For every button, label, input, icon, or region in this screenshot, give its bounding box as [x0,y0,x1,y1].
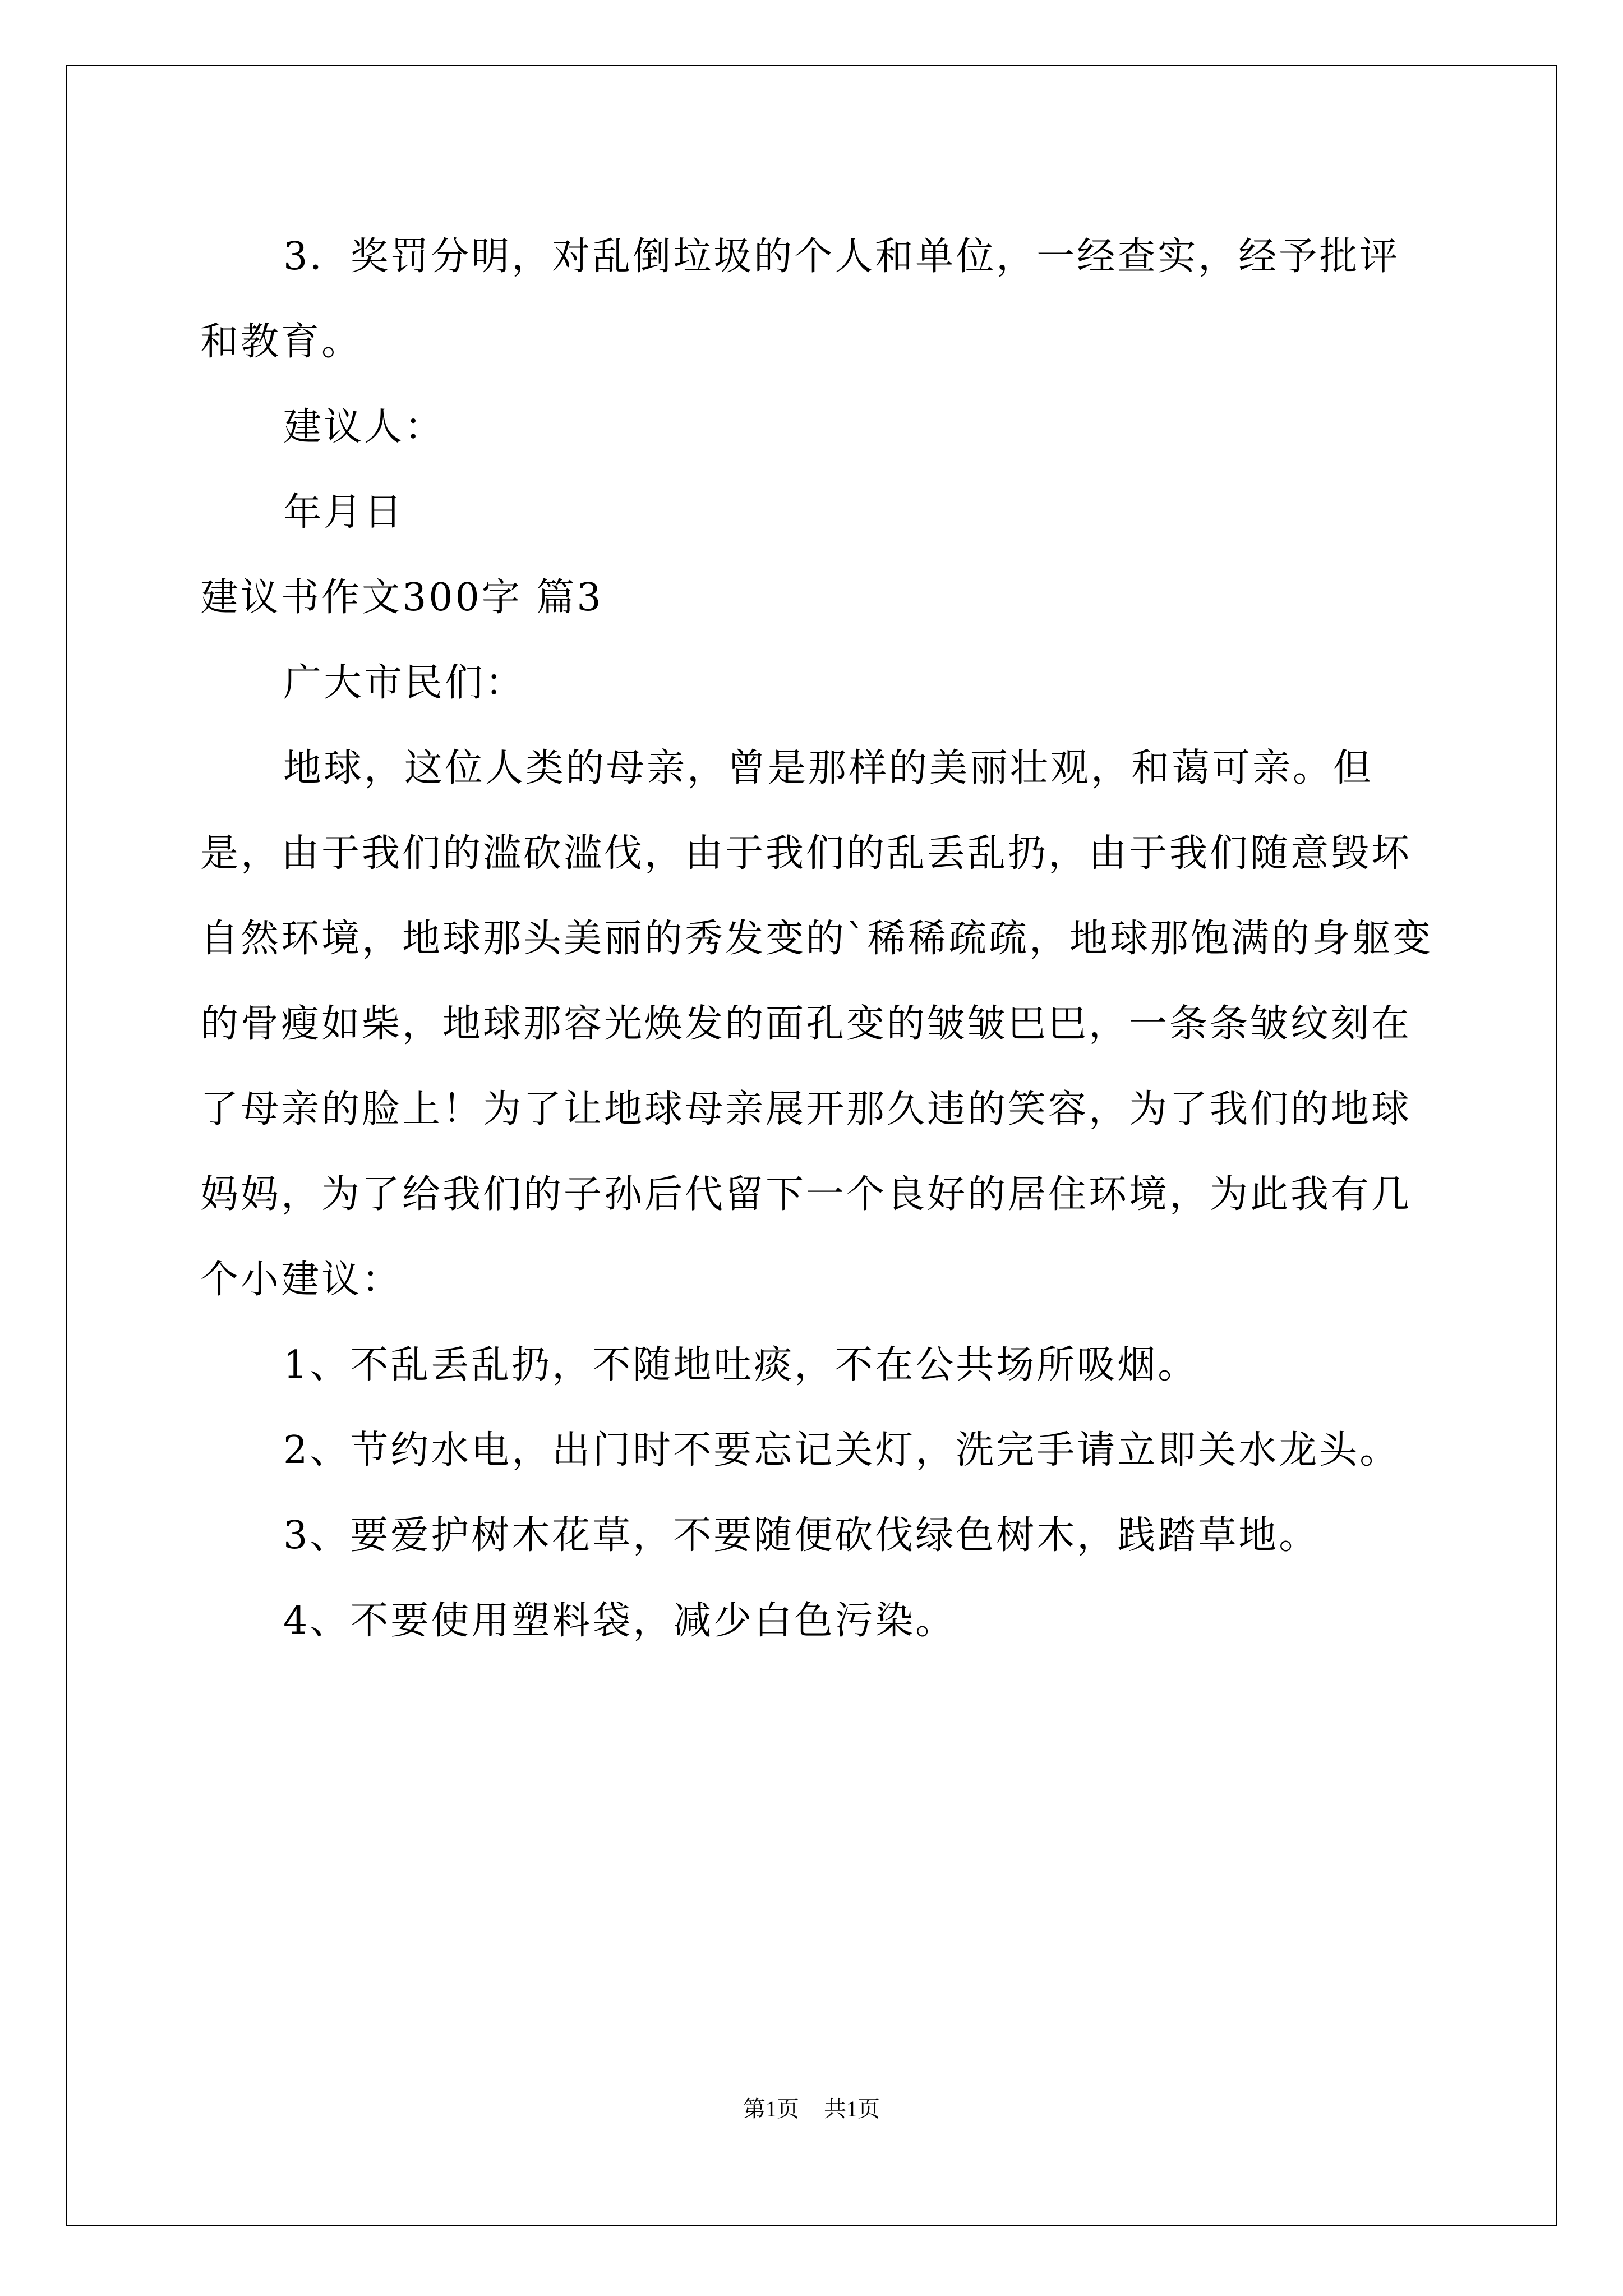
page-footer [0,2091,1623,2123]
paragraph-date: 年月日 [283,490,405,535]
section-heading: 建议书作文300字 篇3 [200,576,603,620]
list-item-3: 3、要爱护树木花草，不要随便砍伐绿色树木，践踏草地。 [283,1513,1320,1558]
page-number-total: 共1页 [824,2096,880,2122]
page-number-current: 第1页 [743,2096,799,2122]
paragraph-proposer: 建议人： [283,405,445,449]
paragraph-salutation: 广大市民们： [283,661,526,705]
list-item-1: 1、不乱丢乱扔，不随地吐痰，不在公共场所吸烟。 [283,1343,1198,1387]
list-item-4: 4、不要使用塑料袋，减少白色污染。 [283,1599,956,1643]
list-item-2: 2、节约水电，出门时不要忘记关灯，洗完手请立即关水龙头。 [283,1428,1400,1473]
document-body [200,214,1437,1664]
paragraph-reward-punishment: 3．奖罚分明，对乱倒垃圾的个人和单位，一经查实，经予批评和教育。 [200,234,1400,364]
paragraph-earth: 地球，这位人类的母亲，曾是那样的美丽壮观，和蔼可亲。但是，由于我们的滥砍滥伐，由于我们的乱丢乱扔，由于我们随意毁坏自然环境，地球那头美丽的秀发变的`稀稀疏疏，地球那饱满的身躯变的骨瘦如柴，地球那容光焕发的面孔变的皱皱巴巴，一条条皱纹刻在了母亲的脸上！为了让地球母亲展开那久违的笑容，为了我们的地球妈妈，为了给我们的子孙后代留下一个良好的居住环境，为此我有几个小建议： [200,746,1433,1302]
